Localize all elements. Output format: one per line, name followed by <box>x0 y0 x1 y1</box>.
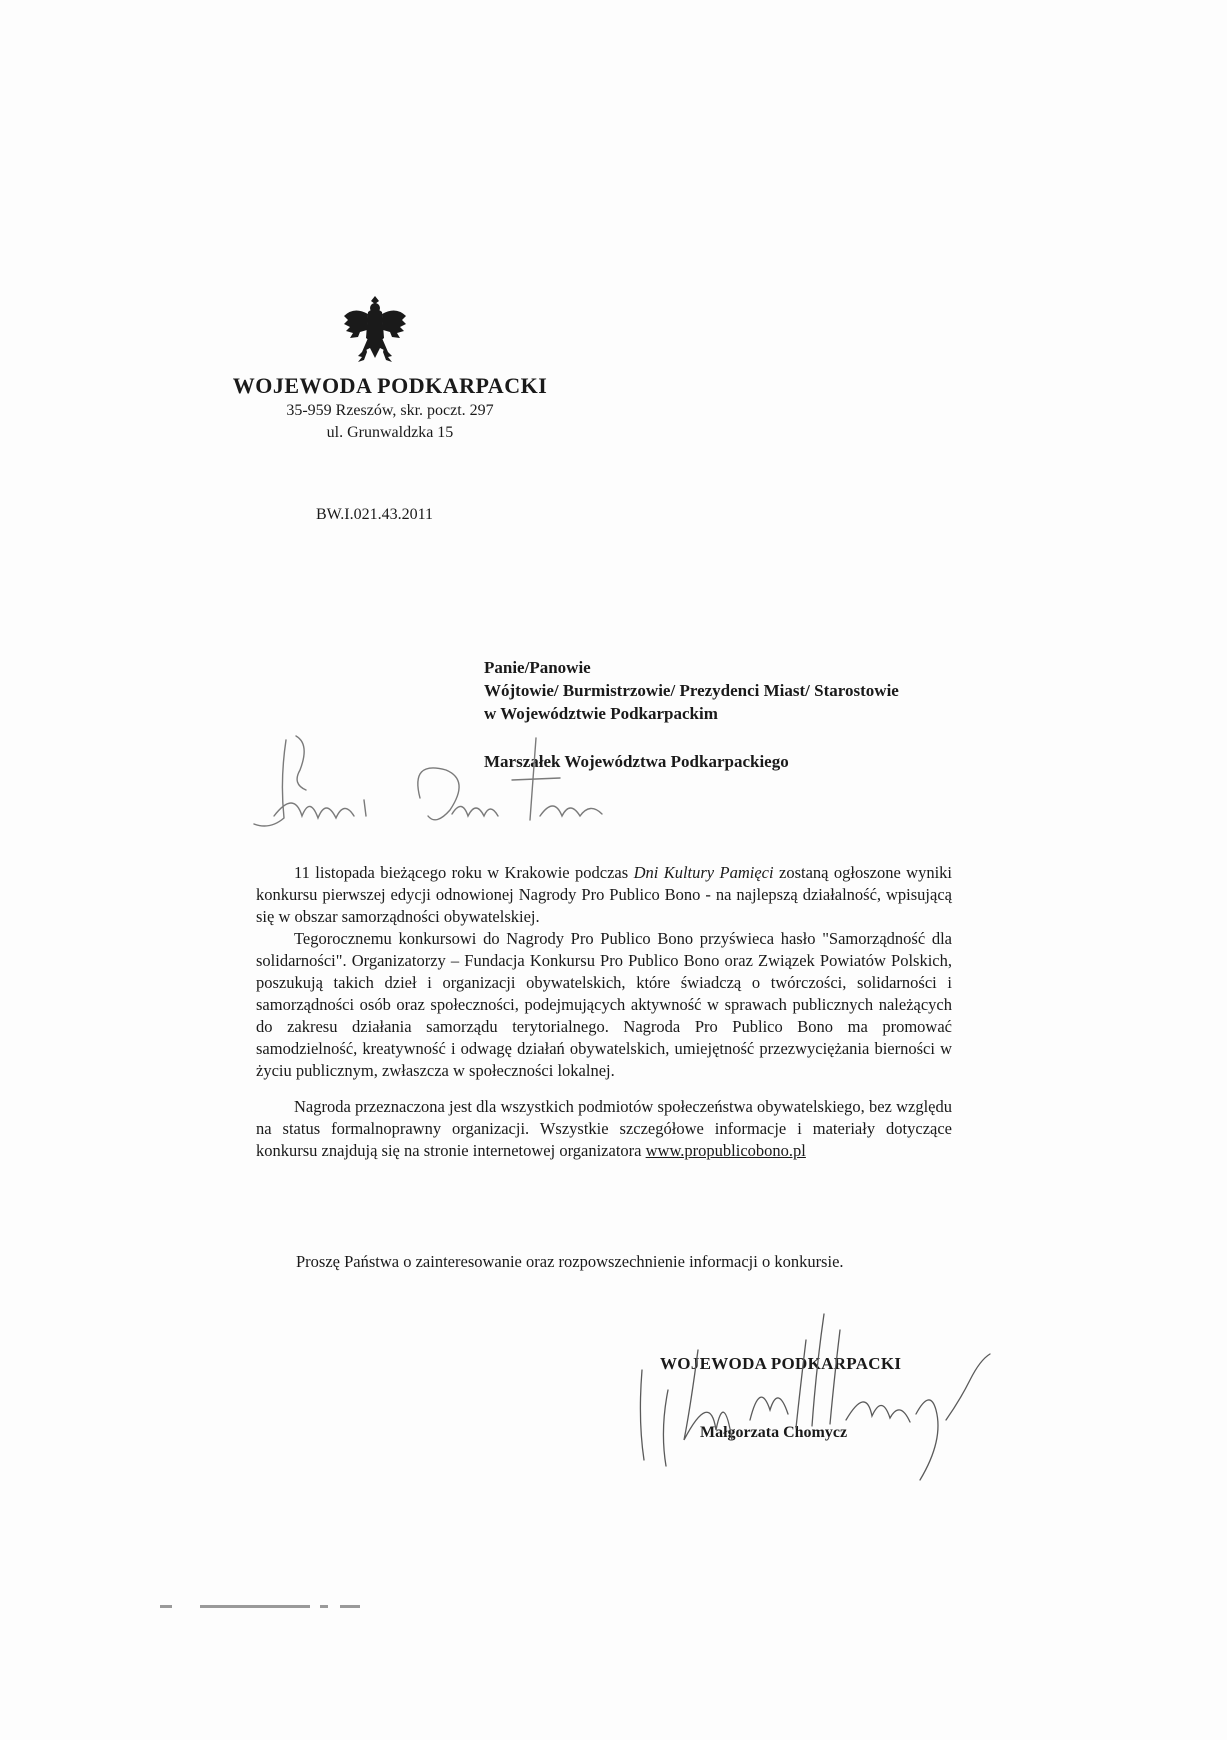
reference-number: BW.I.021.43.2011 <box>316 506 434 523</box>
signatory-title: WOJEWODA PODKARPACKI <box>660 1354 902 1373</box>
body-paragraph-1 <box>256 862 952 928</box>
handwritten-signature <box>620 1310 1020 1500</box>
signatory-name: Małgorzata Chomycz <box>700 1424 848 1441</box>
body-paragraph-3 <box>256 1096 952 1162</box>
polish-eagle-icon <box>340 292 410 372</box>
sender-name: WOJEWODA PODKARPACKI <box>232 373 548 398</box>
sender-block <box>230 372 550 444</box>
body-text-span: 11 listopada bieżącego roku w Krakowie podczas <box>294 863 634 882</box>
body-paragraph-2: Tegorocznemu konkursowi do Nagrody Pro Publico Bono przyświeca hasło "Samorządność dla solidarności". Organizatorzy – Fundacja Konkursu Pro Publico Bono oraz Związek Powiatów Polskich, poszukują takich dzieł i organizacji obywatelskich, które świadczą o twórczości, solidarności i samorządności osób oraz społeczności, podejmujących aktywność w sprawach publicznych należących do zakresu działania samorządu terytorialnego. Nagroda Pro Publico Bono ma promować samodzielność, kreatywność i odwagę działań obywatelskich, umiejętność przezwyciężania bierności w życiu publicznym, zwłaszcza w społeczności lokalnej. <box>256 929 952 1080</box>
scan-artifact <box>160 1602 380 1612</box>
body-text-span: zostaną ogłoszone wyniki konkursu pierwszej edycji odnowionej Nagrody Pro Publico Bono - na najlepszą działalność, wpisującą się w obszar samorządności obywatelskiej. <box>256 863 952 926</box>
recipient-line: Panie/Panowie <box>484 658 591 677</box>
recipient-line: Wójtowie/ Burmistrzowie/ Prezydenci Miast/ Starostowie <box>484 681 899 700</box>
closing-line: Proszę Państwa o zainteresowanie oraz rozpowszechnienie informacji o konkursie. <box>296 1252 844 1271</box>
sender-address-line2: ul. Grunwaldzka 15 <box>326 424 454 441</box>
organizer-website-link[interactable]: www.propublicobono.pl <box>645 1141 806 1160</box>
sender-address-line1: 35-959 Rzeszów, skr. poczt. 297 <box>286 402 494 419</box>
body-text-span: Nagroda przeznaczona jest dla wszystkich podmiotów społeczeństwa obywatelskiego, bez względu na status formalnoprawny organizacji. Wszystkie szczegółowe informacje i materiały dotyczące konkursu znajdują się na stronie internetowej organizatora <box>256 1097 952 1160</box>
recipients-block <box>484 656 899 725</box>
recipient-marshal: Marszałek Województwa Podkarpackiego <box>484 752 789 771</box>
recipient-line: w Województwie Podkarpackim <box>484 704 718 723</box>
letter-body <box>256 862 952 1162</box>
event-name: Dni Kultury Pamięci <box>633 863 774 882</box>
handwritten-annotation-signature <box>240 720 660 860</box>
